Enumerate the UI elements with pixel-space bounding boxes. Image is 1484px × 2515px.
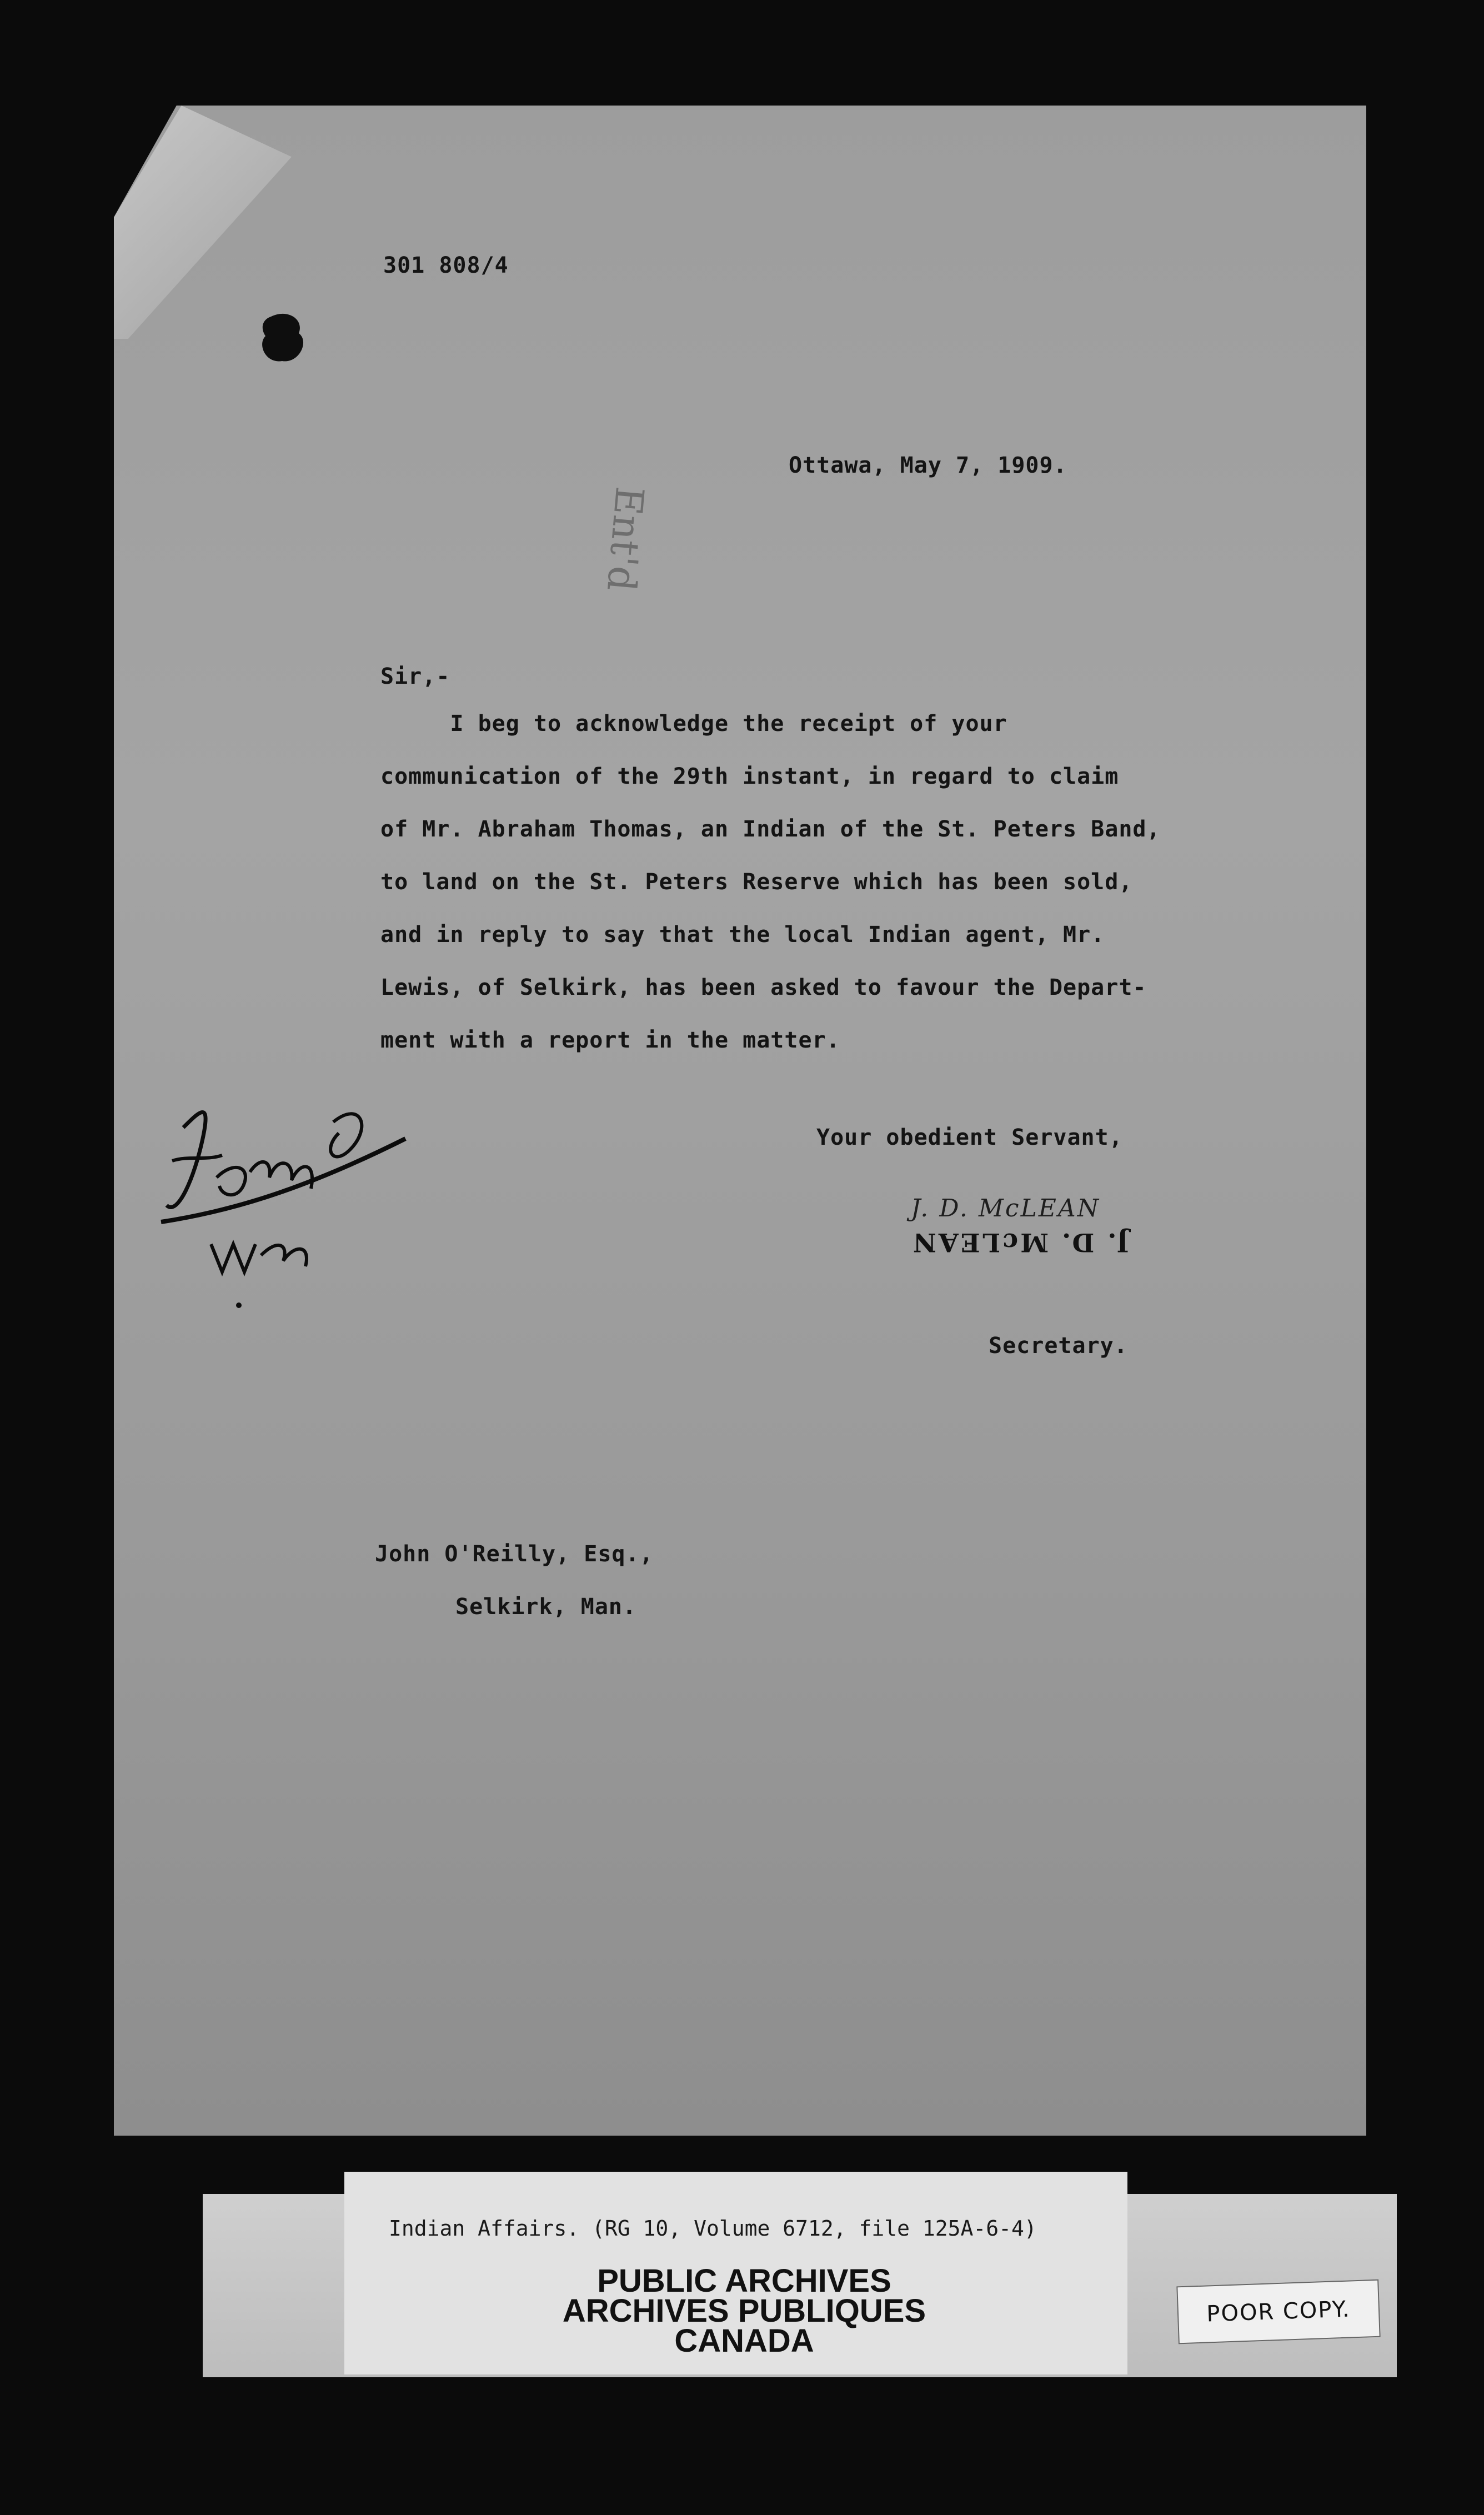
signature-stamp: J. D. McLEAN [911, 1194, 1101, 1223]
poor-copy-tag: POOR COPY. [1176, 2279, 1380, 2344]
body-line: Lewis, of Selkirk, has been asked to favour the Depart- [380, 975, 1147, 1000]
body-line: I beg to acknowledge the receipt of your [380, 711, 1007, 737]
archives-line-country: CANADA [674, 2323, 814, 2359]
closing: Your obedient Servant, [816, 1125, 1123, 1150]
archive-reference: Indian Affairs. (RG 10, Volume 6712, file 125A-6-4) [389, 2216, 1037, 2241]
faint-stamp: Ent'd [598, 484, 653, 593]
body-line: ment with a report in the matter. [380, 1028, 840, 1053]
recipient-name: John O'Reilly, Esq., [375, 1541, 654, 1567]
archives-line-fr: ARCHIVES PUBLIQUES [562, 2293, 926, 2329]
archives-stamp [500, 2263, 989, 2359]
ink-blot [260, 311, 310, 367]
file-reference: 301 808/4 [383, 253, 509, 278]
salutation: Sir,- [380, 664, 450, 689]
body-line: communication of the 29th instant, in regard to claim [380, 764, 1119, 789]
signer-title: Secretary. [989, 1333, 1128, 1359]
body-line: and in reply to say that the local Indian agent, Mr. [380, 922, 1105, 948]
handwritten-note [150, 1078, 411, 1355]
signature-stamp-mirrored: J. D. McLEAN [911, 1228, 1129, 1258]
date-line: Ottawa, May 7, 1909. [789, 453, 1067, 478]
body-line: to land on the St. Peters Reserve which has been sold, [380, 869, 1133, 895]
body-line: of Mr. Abraham Thomas, an Indian of the St. Peters Band, [380, 816, 1161, 842]
archives-line-en: PUBLIC ARCHIVES [597, 2263, 891, 2299]
recipient-place: Selkirk, Man. [455, 1594, 637, 1620]
